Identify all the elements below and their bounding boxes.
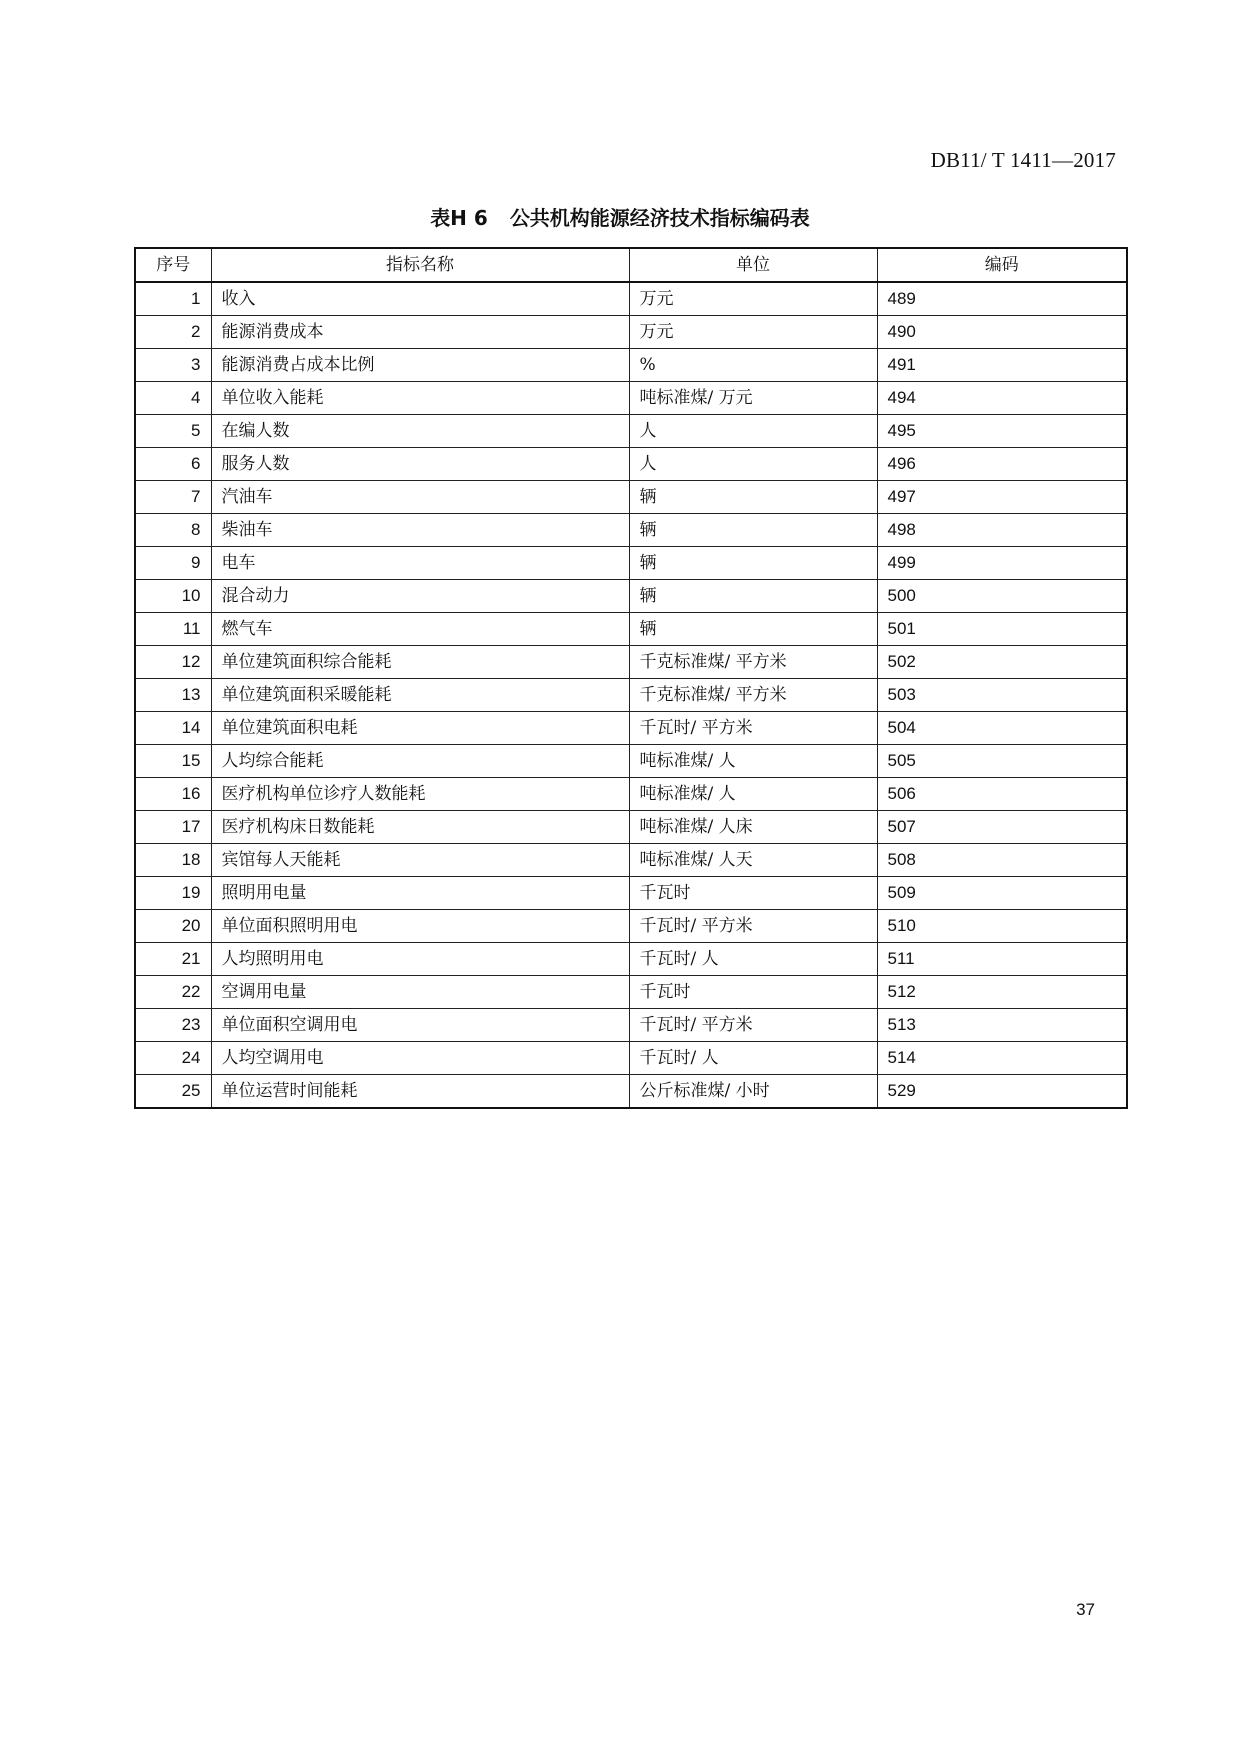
indicator-code: 496 [877,448,1127,481]
indicator-code: 511 [877,943,1127,976]
row-number: 25 [135,1075,211,1109]
indicator-code: 507 [877,811,1127,844]
indicator-unit: 千克标准煤/ 平方米 [629,646,877,679]
row-number: 13 [135,679,211,712]
row-number: 14 [135,712,211,745]
indicator-code: 495 [877,415,1127,448]
indicator-name: 电车 [211,547,629,580]
indicator-name: 柴油车 [211,514,629,547]
indicator-code: 506 [877,778,1127,811]
table-row [135,481,1127,514]
row-number: 2 [135,316,211,349]
indicator-unit: 千瓦时/ 人 [629,943,877,976]
row-number: 19 [135,877,211,910]
table-row [135,778,1127,811]
table-header-row [135,248,1127,282]
indicator-name: 单位建筑面积综合能耗 [211,646,629,679]
indicator-code: 499 [877,547,1127,580]
table-body [135,282,1127,1108]
indicator-unit: 吨标准煤/ 人 [629,745,877,778]
indicator-unit: 吨标准煤/ 万元 [629,382,877,415]
row-number: 11 [135,613,211,646]
table-row [135,943,1127,976]
indicator-unit: % [629,349,877,382]
indicator-name: 单位面积照明用电 [211,910,629,943]
indicator-code: 501 [877,613,1127,646]
table-row [135,514,1127,547]
table-row [135,415,1127,448]
indicator-name: 宾馆每人天能耗 [211,844,629,877]
indicator-name: 收入 [211,282,629,316]
indicator-code: 505 [877,745,1127,778]
indicator-name: 混合动力 [211,580,629,613]
row-number: 18 [135,844,211,877]
indicator-unit: 千瓦时/ 平方米 [629,1009,877,1042]
indicator-name: 服务人数 [211,448,629,481]
row-number: 24 [135,1042,211,1075]
indicator-unit: 千瓦时/ 人 [629,1042,877,1075]
table-header [135,248,1127,282]
indicator-unit: 千瓦时/ 平方米 [629,910,877,943]
indicator-name: 能源消费成本 [211,316,629,349]
row-number: 5 [135,415,211,448]
indicator-code: 510 [877,910,1127,943]
row-number: 16 [135,778,211,811]
indicator-unit: 公斤标准煤/ 小时 [629,1075,877,1109]
indicator-unit: 吨标准煤/ 人床 [629,811,877,844]
row-number: 8 [135,514,211,547]
indicator-unit: 辆 [629,481,877,514]
row-number: 7 [135,481,211,514]
indicator-unit: 辆 [629,613,877,646]
indicator-name: 单位建筑面积电耗 [211,712,629,745]
table-row [135,316,1127,349]
indicator-code: 502 [877,646,1127,679]
indicator-code: 529 [877,1075,1127,1109]
table-row [135,547,1127,580]
indicator-code: 512 [877,976,1127,1009]
table-row [135,282,1127,316]
table-row [135,613,1127,646]
indicator-code: 514 [877,1042,1127,1075]
indicator-name: 空调用电量 [211,976,629,1009]
row-number: 10 [135,580,211,613]
row-number: 9 [135,547,211,580]
indicator-unit: 辆 [629,514,877,547]
table-row [135,448,1127,481]
indicator-code: 513 [877,1009,1127,1042]
indicator-code: 494 [877,382,1127,415]
row-number: 1 [135,282,211,316]
indicator-code: 490 [877,316,1127,349]
indicator-name: 人均照明用电 [211,943,629,976]
indicator-unit: 千克标准煤/ 平方米 [629,679,877,712]
table-row [135,679,1127,712]
table-title-label: 表H 6 [430,206,488,230]
indicator-name: 在编人数 [211,415,629,448]
indicator-name: 单位建筑面积采暖能耗 [211,679,629,712]
indicator-unit: 人 [629,448,877,481]
table-row [135,844,1127,877]
indicator-unit: 人 [629,415,877,448]
indicator-name: 照明用电量 [211,877,629,910]
indicator-name: 单位运营时间能耗 [211,1075,629,1109]
row-number: 3 [135,349,211,382]
indicator-code: 498 [877,514,1127,547]
document-code: DB11/ T 1411—2017 [930,148,1116,172]
table-row [135,349,1127,382]
table-row [135,1009,1127,1042]
table-row [135,910,1127,943]
column-header-name: 指标名称 [211,248,629,282]
indicator-unit: 千瓦时 [629,877,877,910]
table-row [135,1042,1127,1075]
row-number: 21 [135,943,211,976]
row-number: 12 [135,646,211,679]
row-number: 6 [135,448,211,481]
column-header-unit: 单位 [629,248,877,282]
indicator-unit: 辆 [629,580,877,613]
table-title [0,202,1240,231]
indicator-unit: 万元 [629,282,877,316]
table-title-text: 公共机构能源经济技术指标编码表 [509,206,810,230]
indicator-name: 医疗机构单位诊疗人数能耗 [211,778,629,811]
indicator-name: 医疗机构床日数能耗 [211,811,629,844]
indicator-code: 504 [877,712,1127,745]
indicator-name: 单位面积空调用电 [211,1009,629,1042]
table-row [135,712,1127,745]
indicator-code: 508 [877,844,1127,877]
indicator-code: 497 [877,481,1127,514]
indicator-code: 489 [877,282,1127,316]
table-row [135,745,1127,778]
indicator-unit: 千瓦时 [629,976,877,1009]
table-row [135,976,1127,1009]
indicator-name: 单位收入能耗 [211,382,629,415]
column-header-no: 序号 [135,248,211,282]
column-header-code: 编码 [877,248,1127,282]
row-number: 22 [135,976,211,1009]
indicator-unit: 万元 [629,316,877,349]
table-row [135,811,1127,844]
page-number: 37 [1076,1600,1095,1619]
table-row [135,877,1127,910]
indicator-code: 500 [877,580,1127,613]
table-row [135,1075,1127,1109]
row-number: 23 [135,1009,211,1042]
indicator-name: 汽油车 [211,481,629,514]
table-row [135,580,1127,613]
table-row [135,382,1127,415]
table-row [135,646,1127,679]
indicator-unit: 千瓦时/ 平方米 [629,712,877,745]
row-number: 17 [135,811,211,844]
row-number: 15 [135,745,211,778]
indicator-unit: 辆 [629,547,877,580]
indicator-name: 燃气车 [211,613,629,646]
row-number: 20 [135,910,211,943]
indicator-name: 能源消费占成本比例 [211,349,629,382]
indicator-name: 人均空调用电 [211,1042,629,1075]
indicator-name: 人均综合能耗 [211,745,629,778]
indicator-code: 491 [877,349,1127,382]
row-number: 4 [135,382,211,415]
indicator-unit: 吨标准煤/ 人天 [629,844,877,877]
indicator-code: 509 [877,877,1127,910]
indicator-unit: 吨标准煤/ 人 [629,778,877,811]
indicator-code-table [134,247,1128,1109]
indicator-code: 503 [877,679,1127,712]
